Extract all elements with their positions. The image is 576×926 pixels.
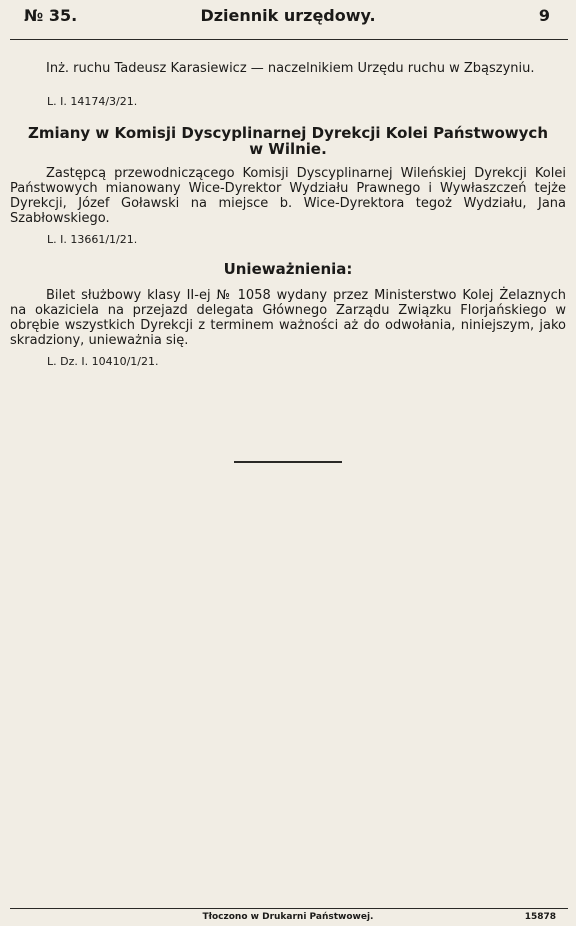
commission-paragraph: Zastępcą przewodniczącego Komisji Dyscyplinarnej Wileńskiej Dyrekcji Kolei Państwowych mianowany Wice-Dyrektor Wydziału Prawnego i Wywłaszczeń tejże Dyrekcji, Józef Goławski na miejsce b. Wice-Dyrektora tegoż Wydziału, Jana Szabłowskiego. (10, 166, 566, 226)
invalidations-heading: Unieważnienia: (223, 260, 353, 278)
appointment-reference: L. I. 14174/3/21. (47, 95, 138, 108)
commission-heading-line2: w Wilnie. (249, 140, 327, 158)
page-number: 9 (538, 6, 550, 25)
journal-title: Dziennik urzędowy. (200, 6, 376, 25)
print-code: 15878 (524, 912, 556, 922)
issue-number: № 35. (24, 6, 78, 25)
invalidations-paragraph: Bilet służbowy klasy II-ej № 1058 wydany przez Ministerstwo Kolej Żelaznych na okaziciela na przejazd delegata Głównego Zarządu Związku Florjańskiego w obrębie wszystkich Dyrekcji z terminem ważności aż do odwołania, niniejszym, jako skradziony, unieważnia się. (10, 288, 566, 348)
invalidations-reference: L. Dz. I. 10410/1/21. (47, 355, 159, 368)
commission-reference: L. I. 13661/1/21. (47, 233, 138, 246)
section-end-rule (234, 461, 342, 463)
page-header (10, 6, 566, 30)
printer-imprint: Tłoczono w Drukarni Państwowej. (202, 912, 374, 922)
header-rule (10, 39, 568, 40)
commission-heading-line1: Zmiany w Komisji Dyscyplinarnej Dyrekcji Kolei Państwowych (27, 124, 549, 142)
appointment-paragraph: Inż. ruchu Tadeusz Karasiewicz — naczelnikiem Urzędu ruchu w Zbąszyniu. (46, 61, 535, 76)
footer-rule (10, 908, 568, 909)
